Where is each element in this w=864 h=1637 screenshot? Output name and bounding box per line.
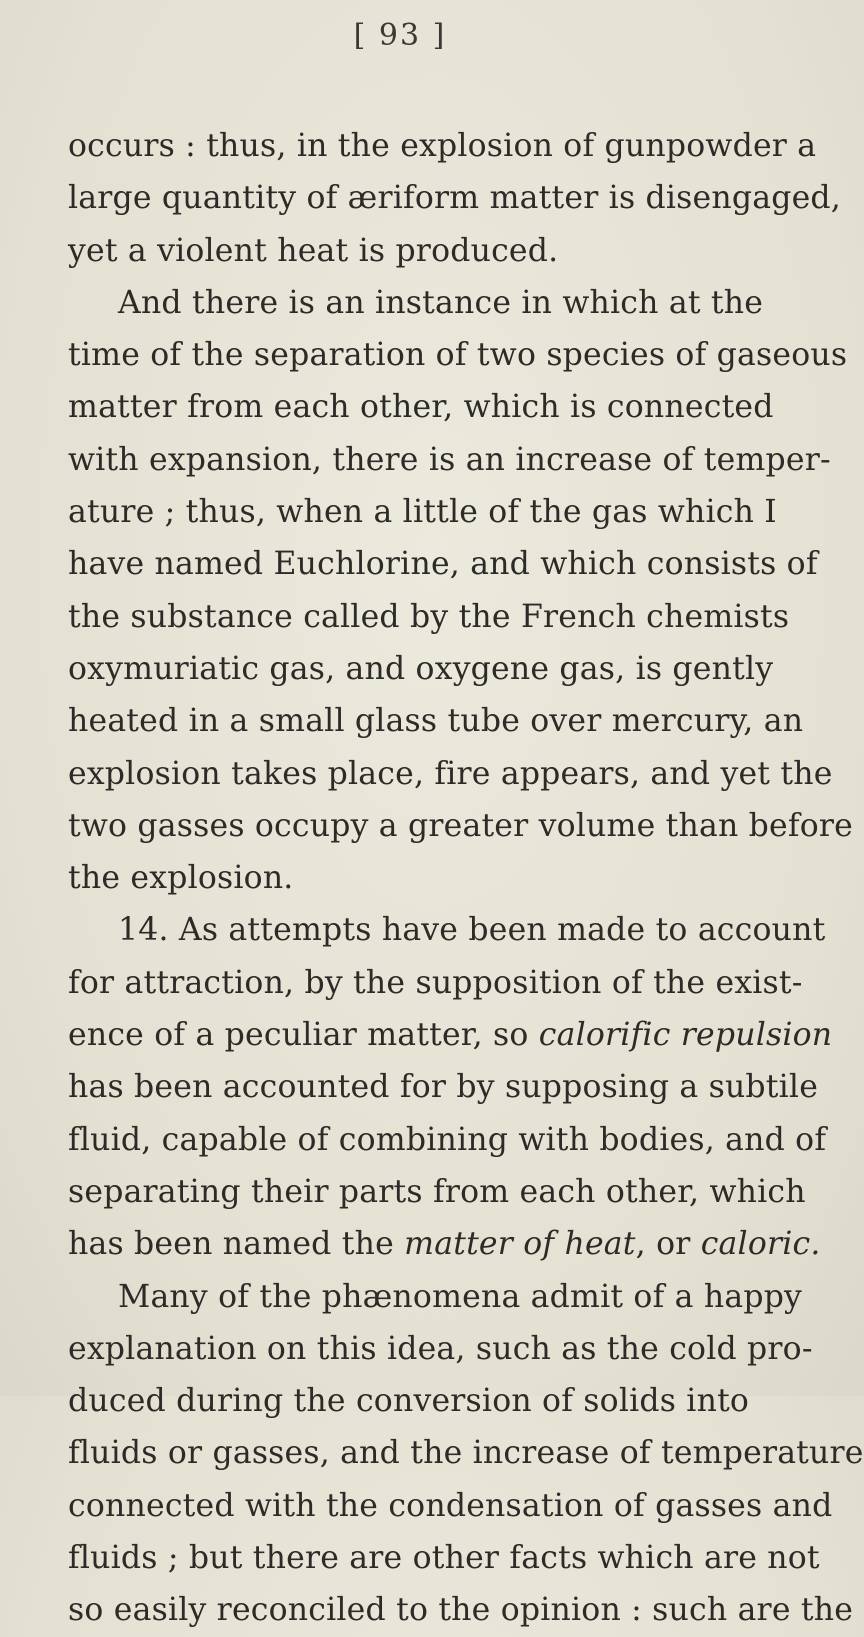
text-line: yet a violent heat is produced. [68,232,559,269]
italic-term: calorific repulsion [538,1017,833,1054]
text-line: occurs : thus, in the explosion of gunpowder a [68,128,817,164]
text-line: explanation on this idea, such as the cold pro- [68,1330,813,1367]
text-line: separating their parts from each other, which [68,1173,806,1210]
text-line: connected with the condensation of gasses and [68,1487,833,1524]
text-line [68,1009,833,1061]
text-line: And there is an instance in which at the [118,284,764,321]
text-line: so easily reconciled to the opinion : such are the [68,1592,854,1629]
text-line: fluid, capable of combining with bodies, and of [68,1121,827,1158]
page-number: [ 93 ] [353,18,447,53]
text-line: large quantity of æriform matter is disengaged, [68,180,841,217]
text-line: ature ; thus, when a little of the gas which I [68,494,777,531]
text-segment: has been named the [68,1226,394,1263]
text-line: explosion takes place, fire appears, and yet the [68,755,833,792]
text-line: Many of the phænomena admit of a happy [118,1278,803,1315]
text-line: fluids or gasses, and the increase of temperature [68,1435,864,1472]
text-line [68,1218,821,1270]
text-line: two gasses occupy a greater volume than before [68,807,854,844]
text-line: with expansion, there is an increase of temper- [68,441,831,478]
text-line: duced during the conversion of solids into [68,1383,750,1420]
text-line: time of the separation of two species of gaseous [68,337,848,374]
text-line: 14. As attempts have been made to account [118,912,826,949]
text-segment: ence of a peculiar matter, so [68,1017,529,1054]
text-line: oxymuriatic gas, and oxygene gas, is gently [68,650,774,687]
text-line: for attraction, by the supposition of the exist- [68,964,803,1001]
italic-term: matter of heat [404,1226,636,1263]
text-line: have named Euchlorine, and which consists of [68,546,818,583]
text-line: heated in a small glass tube over mercury, an [68,703,804,740]
text-segment: , or [635,1226,691,1263]
text-line: the substance called by the French chemists [68,598,790,635]
text-line: has been accounted for by supposing a subtile [68,1069,819,1106]
italic-term: caloric. [700,1226,821,1263]
body-text [68,120,864,1637]
text-line: fluids ; but there are other facts which are not [68,1540,820,1577]
text-line: matter from each other, which is connected [68,389,774,426]
text-line: the explosion. [68,860,294,897]
